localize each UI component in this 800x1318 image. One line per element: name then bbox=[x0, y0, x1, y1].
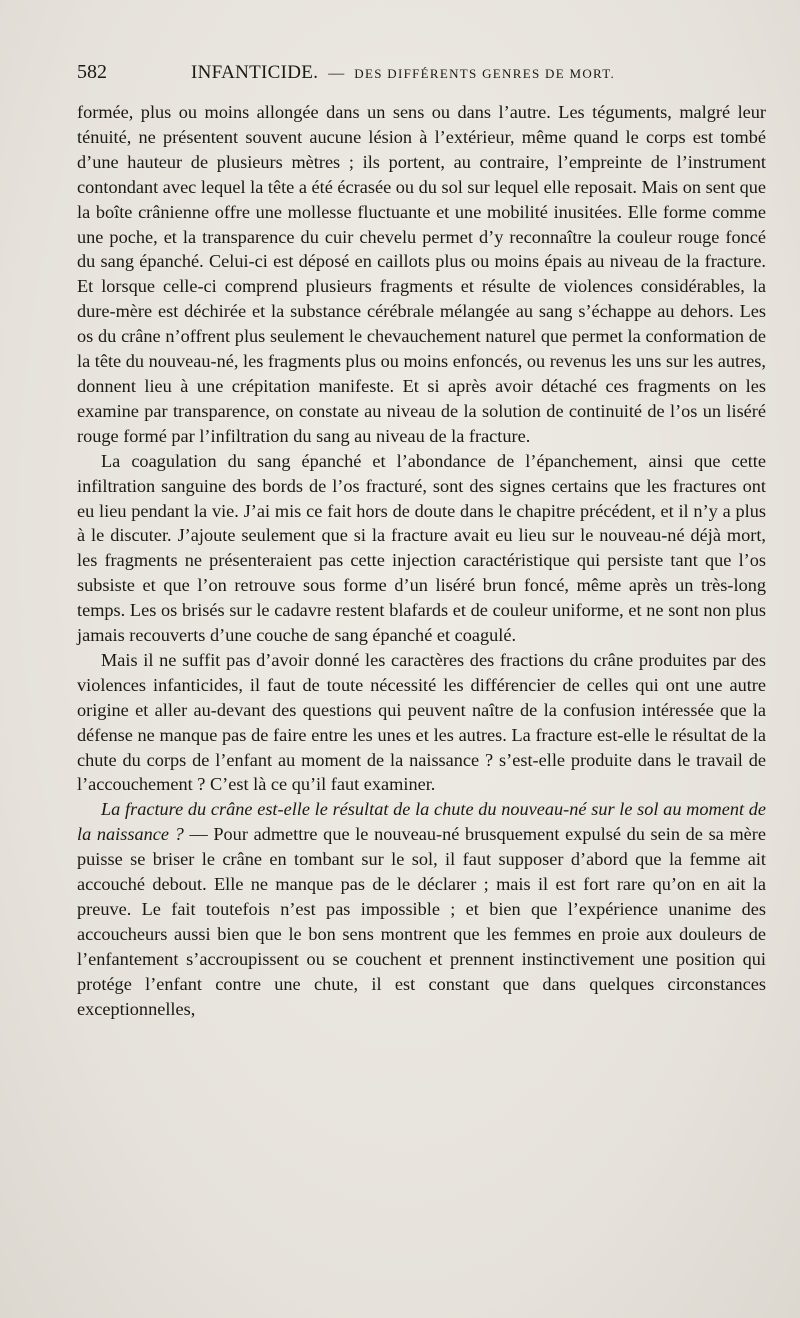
section-heading-italic: La fracture du crâne est-elle le résultat de la chute du nouveau-né sur le sol au moment de la naissance ? bbox=[77, 799, 766, 845]
running-subtitle: DES DIFFÉRENTS GENRES DE MORT. bbox=[354, 66, 616, 81]
paragraph-1: formée, plus ou moins allongée dans un sens ou dans l’autre. Les téguments, malgré leur ténuité, ne présentent souvent aucune lésion à l’extérieur, même quand le corps est tombé d’une hauteur de plusieurs mètres ; ils portent, au contraire, l’empreinte de l’instrument contondant avec lequel la tête a été écrasée ou du sol sur lequel elle reposait. Mais on sent que la boîte crânienne offre une mollesse fluctuante et une mobilité inusitées. Elle forme comme une poche, et la transparence du cuir chevelu permet d’y reconnaître la couleur rouge foncé du sang épanché. Celui-ci est déposé en caillots plus ou moins épais au niveau de la fracture. Et lorsque celle-ci comprend plusieurs fragments et résulte de violences considérables, la dure-mère est déchirée et la substance cérébrale mélangée au sang s’échappe au dehors. Les os du crâne n’offrent plus seulement le chevauchement naturel que permet la conformation de la tête du nouveau-né, les fragments plus ou moins enfoncés, ou revenus les uns sur les autres, donnent lieu à une crépitation manifeste. Et si après avoir détaché ces fragments on les examine par transparence, on constate au niveau de la solution de continuité de l’os un liséré rouge formé par l’infiltration du sang au niveau de la fracture. bbox=[77, 102, 766, 446]
paragraph-3: Mais il ne suffit pas d’avoir donné les caractères des fractions du crâne produites par des violences infanticides, il faut de toute nécessité les différencier de celles qui ont une autre origine et aller au-devant des questions qui peuvent naître de la confusion intéressée que la défense ne manque pas de faire entre les unes et les autres. La fracture est-elle le résultat de la chute du corps de l’enfant au moment de la naissance ? s’est-elle produite dans le travail de l’accouchement ? C’est là ce qu’il faut examiner. bbox=[77, 649, 766, 795]
title-separator: — bbox=[328, 65, 345, 82]
paragraph-4 bbox=[77, 797, 766, 1021]
body-text bbox=[77, 100, 766, 1022]
paragraph-4-text: — Pour admettre que le nouveau-né brusquement expulsé du sein de sa mère puisse se briser le crâne en tombant sur le sol, il faut supposer d’abord que la femme ait accouché debout. Elle ne manque pas de le déclarer ; mais il est fort rare qu’on en ait la preuve. Le fait toutefois n’est pas impossible ; et bien que l’expérience unanime des accoucheurs aussi bien que le bon sens montrent que les femmes en proie aux douleurs de l’enfantement s’accroupissent ou se couchent et prennent instinctivement une position qui protége l’enfant contre une chute, il est constant que dans quelques circonstances exceptionnelles, bbox=[77, 824, 766, 1019]
page-number: 582 bbox=[77, 61, 107, 83]
paragraph-2: La coagulation du sang épanché et l’abondance de l’épanchement, ainsi que cette infiltration sanguine des bords de l’os fracturé, sont des signes certains que les fractures ont eu lieu pendant la vie. J’ai mis ce fait hors de doute dans le chapitre précédent, et il n’y a plus à le discuter. J’ajoute seulement que si la fracture avait eu lieu sur le nouveau-né déjà mort, les fragments ne présenteraient pas cette injection caractéristique qui persiste tant que l’os subsiste et que l’on retrouve sous forme d’un liséré brun foncé, même après un très-long temps. Les os brisés sur le cadavre restent blafards et de couleur uniforme, et ne sont non plus jamais recouverts d’une couche de sang épanché et coagulé. bbox=[77, 450, 766, 646]
running-title: INFANTICIDE. bbox=[191, 62, 319, 83]
running-head bbox=[77, 61, 766, 95]
